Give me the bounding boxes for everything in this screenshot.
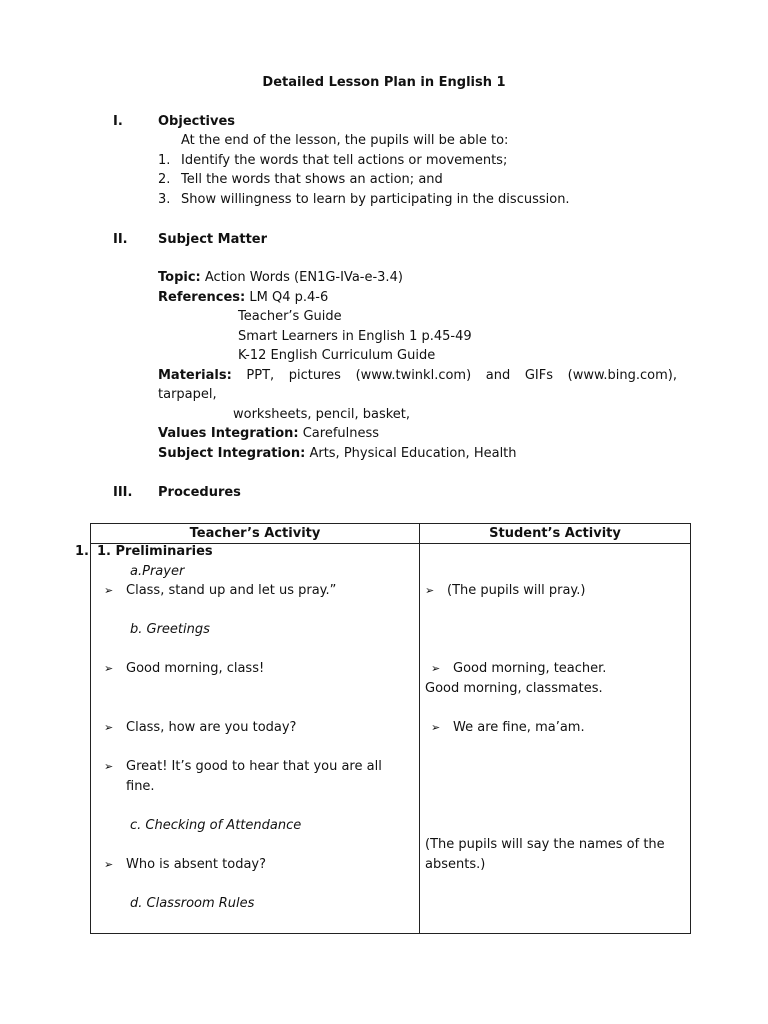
topic-label: Topic: (158, 270, 201, 285)
materials-word: (www.twinkl.com) (355, 368, 472, 383)
values-label: Values Integration: (158, 426, 299, 441)
student-line-greet-2: Good morning, classmates. (425, 681, 603, 696)
teacher-text: Great! It’s good to hear that you are all (126, 759, 382, 774)
outer-list-number: 1. (75, 544, 89, 559)
objective-text: Show willingness to learn by participating in the discussion. (181, 192, 570, 207)
student-line-prayer (425, 581, 585, 601)
objective-num: 1. (158, 153, 171, 168)
objectives-heading: Objectives (158, 114, 236, 129)
teacher-text: Good morning, class! (126, 661, 265, 676)
materials-word: GIFs (524, 368, 554, 383)
topic-value: Action Words (EN1G-IVa-e-3.4) (204, 270, 403, 285)
objective-num: 3. (158, 192, 171, 207)
arrow-bullet-icon: ➢ (104, 760, 114, 773)
reference-item: Teacher’s Guide (238, 309, 342, 324)
reference-item: K-12 English Curriculum Guide (238, 348, 436, 363)
student-text: (The pupils will pray.) (447, 583, 586, 598)
objective-text: Identify the words that tell actions or movements; (181, 153, 508, 168)
arrow-bullet-icon: ➢ (431, 721, 441, 734)
arrow-bullet-icon: ➢ (104, 584, 114, 597)
teacher-line-how (104, 718, 296, 738)
teacher-line-great-2: fine. (126, 779, 155, 794)
materials-word: and (485, 368, 511, 383)
topic-line (158, 268, 403, 288)
materials-line (158, 366, 677, 386)
arrow-bullet-icon: ➢ (104, 858, 114, 871)
preliminaries-heading: 1. Preliminaries (97, 544, 213, 559)
student-line-absent: (The pupils will say the names of the (425, 837, 665, 852)
student-activity-header: Student’s Activity (489, 526, 621, 541)
materials-label: Materials: (158, 368, 232, 383)
subject-integration-value: Arts, Physical Education, Health (309, 446, 517, 461)
procedures-heading: Procedures (158, 485, 241, 500)
student-text: Good morning, teacher. (453, 661, 607, 676)
objective-text: Tell the words that shows an action; and (181, 172, 443, 187)
teacher-line-great (104, 757, 382, 777)
procedures-numeral: III. (113, 485, 133, 500)
teacher-activity-header: Teacher’s Activity (189, 526, 321, 541)
page-title: Detailed Lesson Plan in English 1 (262, 75, 506, 90)
subject-matter-heading: Subject Matter (158, 232, 268, 247)
reference-item: Smart Learners in English 1 p.45-49 (238, 329, 472, 344)
teacher-text: Who is absent today? (126, 857, 267, 872)
objective-num: 2. (158, 172, 171, 187)
arrow-bullet-icon: ➢ (104, 662, 114, 675)
arrow-bullet-icon: ➢ (104, 721, 114, 734)
subject-matter-numeral: II. (113, 232, 128, 247)
subject-integration-label: Subject Integration: (158, 446, 306, 461)
teacher-line-prayer (104, 581, 336, 601)
arrow-bullet-icon: ➢ (431, 662, 441, 675)
objectives-intro: At the end of the lesson, the pupils will be able to: (181, 133, 509, 148)
values-integration-line (158, 424, 379, 444)
student-line-greet (431, 659, 606, 679)
teacher-text: Class, stand up and let us pray.” (126, 583, 337, 598)
teacher-line-greet (104, 659, 264, 679)
student-line-absent-2: absents.) (425, 857, 486, 872)
arrow-bullet-icon: ➢ (425, 584, 435, 597)
student-text: We are fine, ma’am. (453, 720, 585, 735)
materials-word: PPT, (246, 368, 275, 383)
classroom-rules-subheading: d. Classroom Rules (130, 896, 255, 911)
prayer-subheading: a.Prayer (130, 564, 185, 579)
references-line (158, 288, 328, 308)
materials-word: pictures (288, 368, 341, 383)
subject-integration-line (158, 444, 517, 464)
greetings-subheading: b. Greetings (130, 622, 210, 637)
attendance-subheading: c. Checking of Attendance (130, 818, 302, 833)
student-line-how (431, 718, 585, 738)
values-value: Carefulness (302, 426, 380, 441)
reference-item: LM Q4 p.4-6 (249, 290, 329, 305)
materials-word: (www.bing.com), (567, 368, 678, 383)
materials-line-2: tarpapel, (158, 387, 217, 402)
objectives-numeral: I. (113, 114, 123, 129)
teacher-line-absent (104, 855, 266, 875)
references-label: References: (158, 290, 246, 305)
table-column-divider (419, 524, 420, 933)
materials-line-3: worksheets, pencil, basket, (233, 407, 411, 422)
teacher-text: Class, how are you today? (126, 720, 297, 735)
